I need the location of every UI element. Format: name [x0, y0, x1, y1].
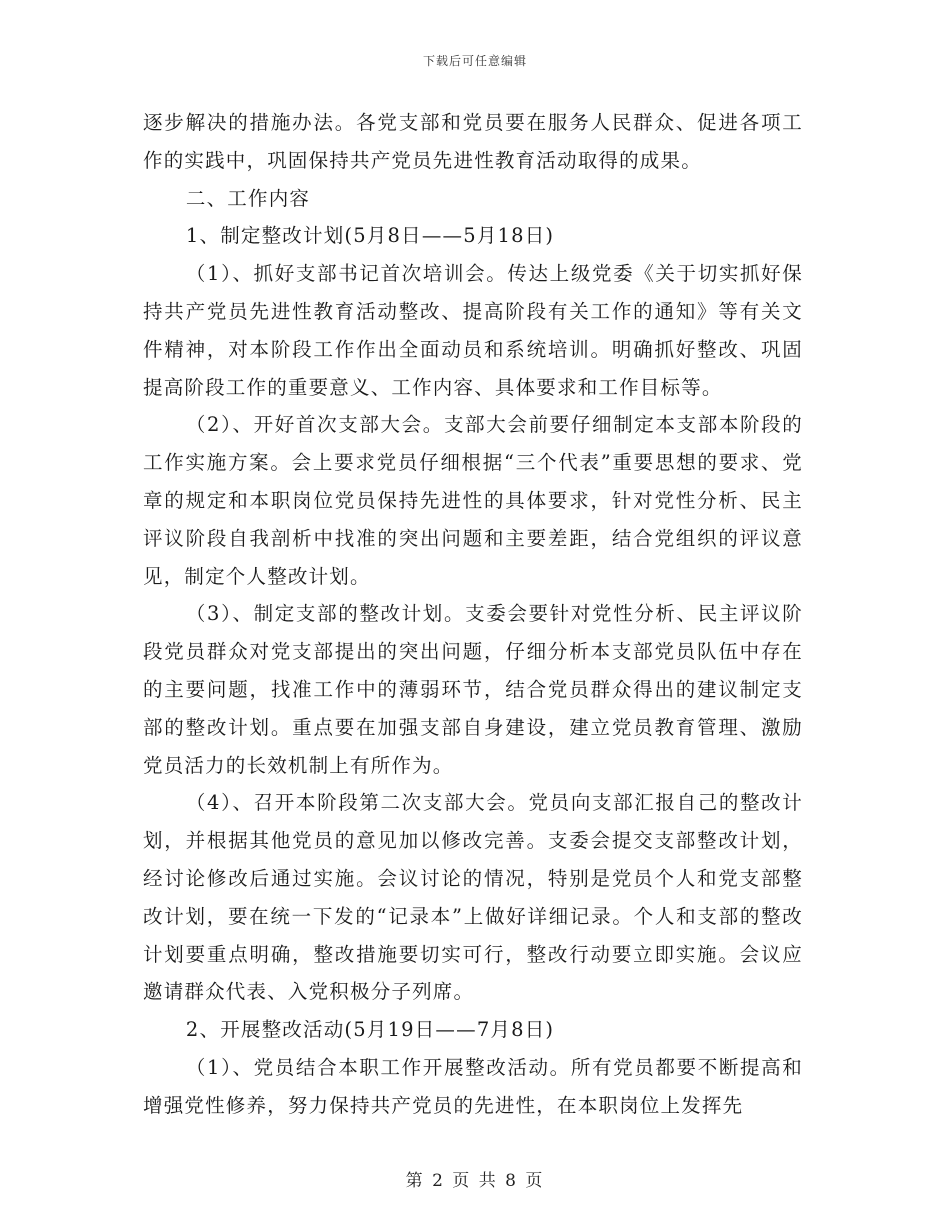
- subheading-rectification-plan: 1、制定整改计划(5月8日——5月18日): [185, 224, 555, 248]
- page-number-footer: 第 2 页 共 8 页: [405, 1171, 545, 1191]
- paragraph-item-4: （4）、召开本阶段第二次支部大会。党员向支部汇报自己的整改计划，并根据其他党员的意见加以修改完善。支委会提交支部整改计划，经讨论修改后通过实施。会议讨论的情况，特别是党员个人和党支部整改计划，要在统一下发的“记录本”上做好详细记录。个人和支部的整改计划要重点明确，整改措施要切实可行，整改行动要立即实施。会议应邀请群众代表、入党积极分子列席。: [143, 791, 803, 1004]
- document-body: [143, 104, 803, 1125]
- subheading-rectification-activities: 2、开展整改活动(5月19日——7月8日): [185, 1018, 555, 1042]
- paragraph-continuation: 逐步解决的措施办法。各党支部和党员要在服务人民群众、促进各项工作的实践中，巩固保持共产党员先进性教育活动取得的成果。: [143, 111, 803, 172]
- page-header: 下载后可任意编辑: [422, 54, 527, 68]
- paragraph-item-3: （3）、制定支部的整改计划。支委会要针对党性分析、民主评议阶段党员群众对党支部提出的突出问题，仔细分析本支部党员队伍中存在的主要问题，找准工作中的薄弱环节，结合党员群众得出的建议制定支部的整改计划。重点要在加强支部自身建设，建立党员教育管理、激励党员活力的长效机制上有所作为。: [143, 602, 803, 777]
- paragraph-activity-item-1: （1）、党员结合本职工作开展整改活动。所有党员都要不断提高和增强党性修养，努力保持共产党员的先进性，在本职岗位上发挥先: [143, 1055, 803, 1117]
- paragraph-item-2: （2）、开好首次支部大会。支部大会前要仔细制定本支部本阶段的工作实施方案。会上要求党员仔细根据“三个代表”重要思想的要求、党章的规定和本职岗位党员保持先进性的具体要求，针对党性分析、民主评议阶段自我剖析中找准的突出问题和主要差距，结合党组织的评议意见，制定个人整改计划。: [143, 413, 803, 588]
- section-heading-work-content: 二、工作内容: [185, 186, 311, 210]
- paragraph-item-1: （1）、抓好支部书记首次培训会。传达上级党委《关于切实抓好保持共产党员先进性教育活动整改、提高阶段有关工作的通知》等有关文件精神，对本阶段工作作出全面动员和系统培训。明确抓好整改、巩固提高阶段工作的重要意义、工作内容、具体要求和工作目标等。: [143, 262, 803, 399]
